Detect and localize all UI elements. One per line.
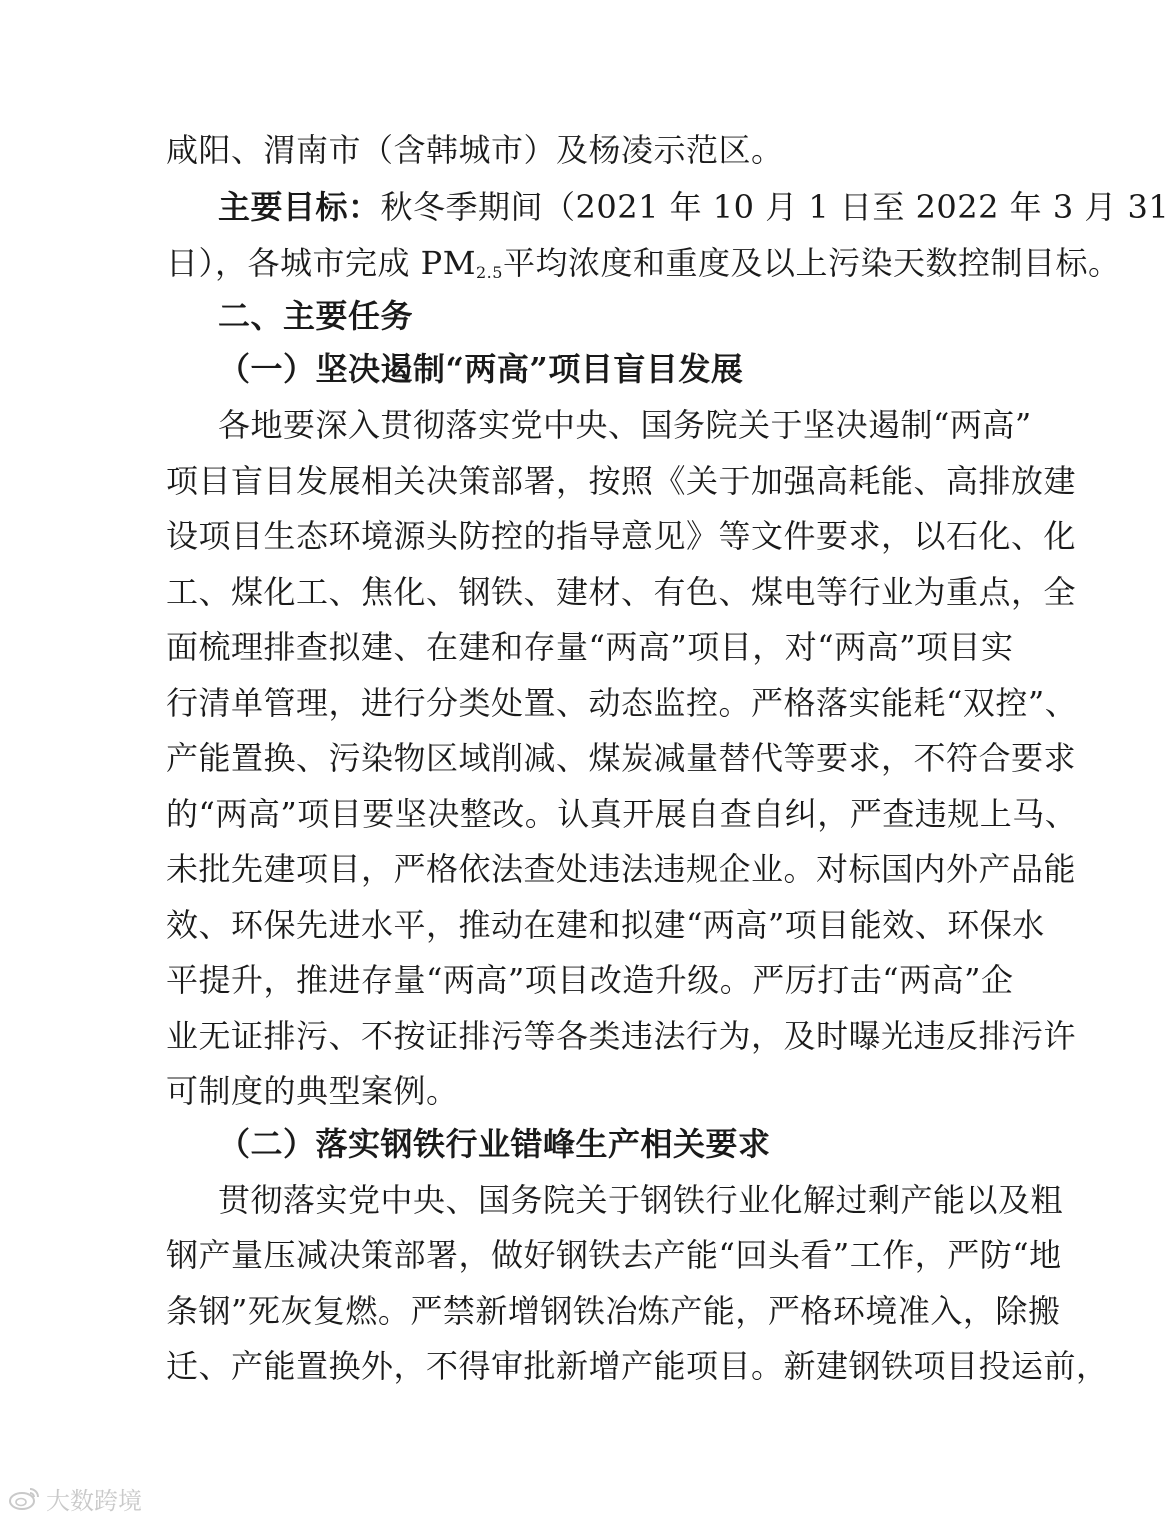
paragraph-line: 业无证排污、不按证排污等各类违法行为，及时曝光违反排污许 xyxy=(166,1017,1077,1055)
paragraph-line: 条钢”死灰复燃。严禁新增钢铁冶炼产能，严格环境准入，除搬 xyxy=(166,1292,1061,1330)
paragraph-line: 贯彻落实党中央、国务院关于钢铁行业化解过剩产能以及粗 xyxy=(218,1181,1064,1219)
subsection-heading: （二）落实钢铁行业错峰生产相关要求 xyxy=(218,1125,771,1163)
paragraph-line: 的“两高”项目要坚决整改。认真开展自查自纠，严查违规上马、 xyxy=(166,795,1078,833)
goal-text: 秋冬季期间（2021 年 10 月 1 日至 2022 年 3 月 31 xyxy=(380,188,1169,226)
paragraph-line: 钢产量压减决策部署，做好钢铁去产能“回头看”工作，严防“地 xyxy=(166,1236,1062,1274)
goal-line-suffix: 平均浓度和重度及以上污染天数控制目标。 xyxy=(502,244,1121,282)
paragraph-line: 未批先建项目，严格依法查处违法违规企业。对标国内外产品能 xyxy=(166,850,1077,888)
paragraph-line: 各地要深入贯彻落实党中央、国务院关于坚决遏制“两高” xyxy=(218,406,1032,444)
watermark-text: 大数跨境 xyxy=(46,1486,142,1515)
paragraph-line: 项目盲目发展相关决策部署，按照《关于加强高耗能、高排放建 xyxy=(166,462,1077,500)
paragraph-line: 产能置换、污染物区域削减、煤炭减量替代等要求，不符合要求 xyxy=(166,739,1077,777)
paragraph-line: 面梳理排查拟建、在建和存量“两高”项目，对“两高”项目实 xyxy=(166,628,1014,666)
goal-line-continued xyxy=(166,243,1121,283)
paragraph-line: 效、环保先进水平，推动在建和拟建“两高”项目能效、环保水 xyxy=(166,906,1045,944)
paragraph-line: 咸阳、渭南市（含韩城市）及杨凌示范区。 xyxy=(166,131,784,169)
paragraph-line: 行清单管理，进行分类处置、动态监控。严格落实能耗“双控”、 xyxy=(166,684,1078,722)
goal-label: 主要目标： xyxy=(218,188,381,226)
watermark xyxy=(8,1480,142,1516)
paragraph-line: 工、煤化工、焦化、钢铁、建材、有色、煤电等行业为重点，全 xyxy=(166,573,1077,611)
pm-subscript: 2.5 xyxy=(475,263,503,282)
section-heading: 二、主要任务 xyxy=(218,297,414,335)
goal-line-prefix: 日），各城市完成 PM xyxy=(166,244,476,282)
paragraph-line: 迁、产能置换外，不得审批新增产能项目。新建钢铁项目投运前， xyxy=(166,1347,1109,1385)
goal-line xyxy=(218,187,1169,227)
paragraph-line: 平提升，推进存量“两高”项目改造升级。严厉打击“两高”企 xyxy=(166,961,1014,999)
paragraph-line: 设项目生态环境源头防控的指导意见》等文件要求，以石化、化 xyxy=(166,517,1077,555)
weibo-logo-icon xyxy=(8,1484,42,1512)
subsection-heading: （一）坚决遏制“两高”项目盲目发展 xyxy=(218,350,744,388)
paragraph-line: 可制度的典型案例。 xyxy=(166,1072,459,1110)
